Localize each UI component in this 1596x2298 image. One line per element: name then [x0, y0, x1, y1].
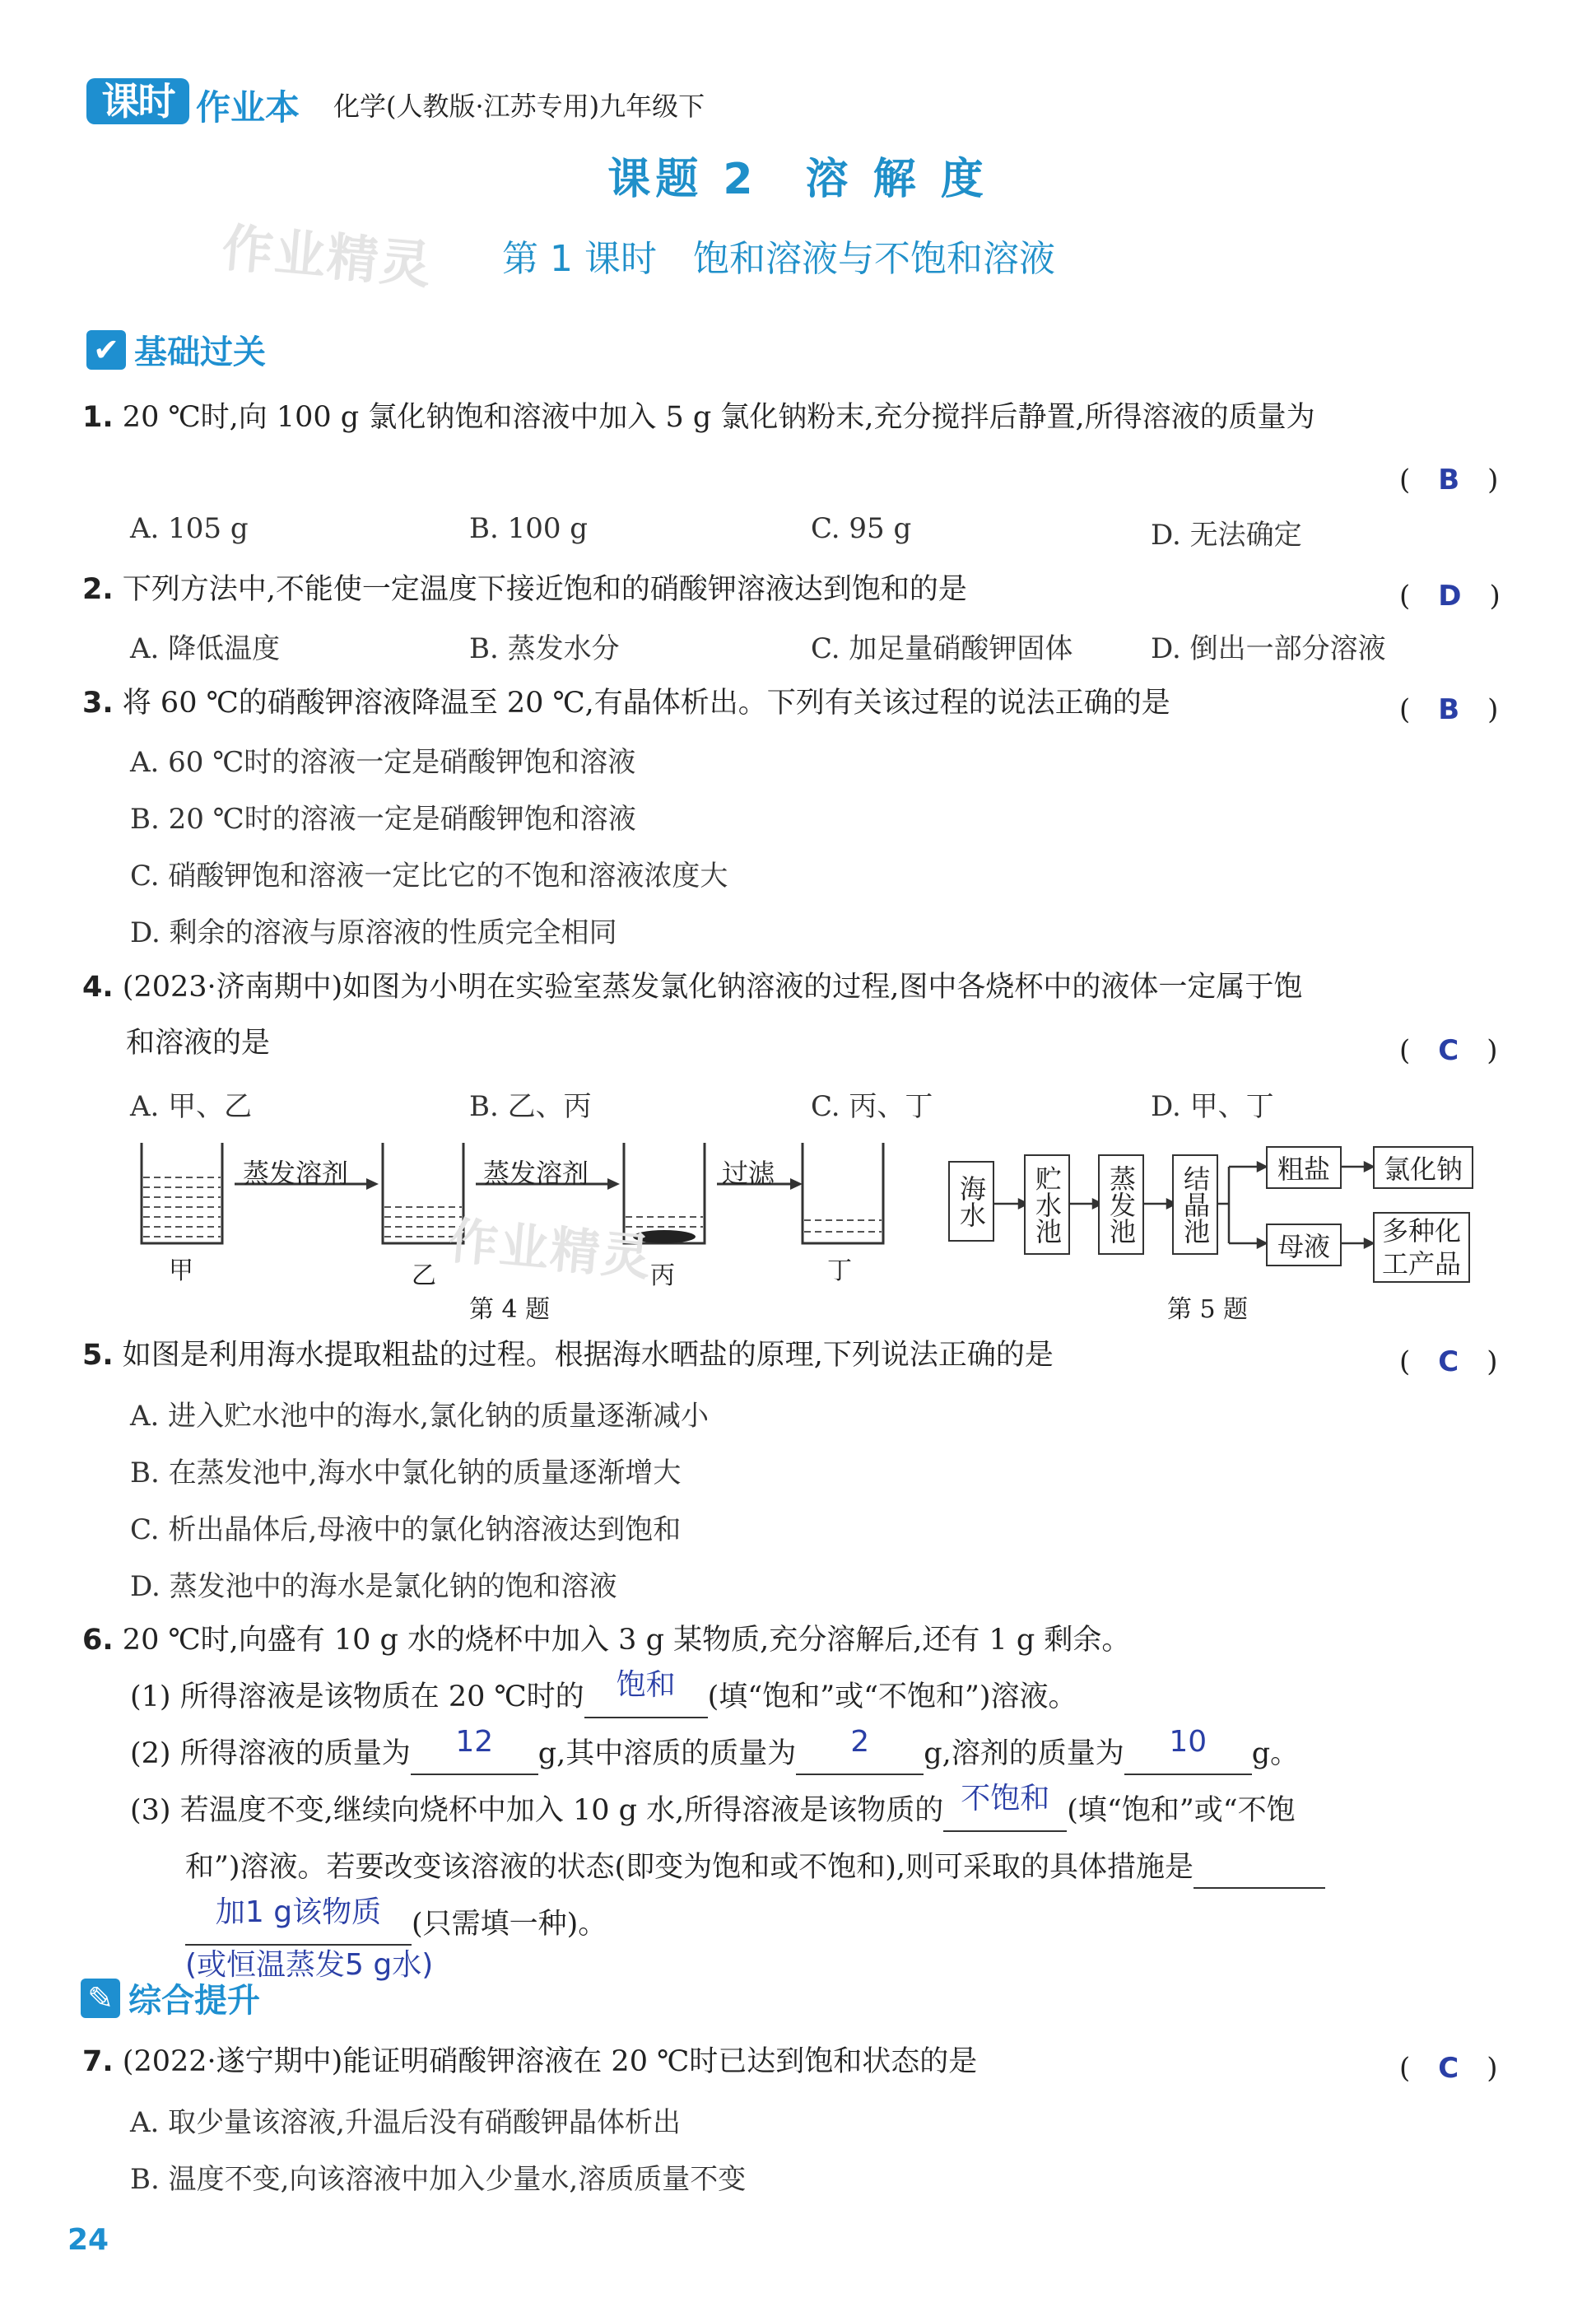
flow-box-mother-liquor: 母液: [1266, 1224, 1342, 1266]
handwritten-answer: 10: [1169, 1725, 1207, 1759]
question-5: [82, 1335, 1054, 1375]
question-4-line2: 和溶液的是: [126, 1027, 271, 1060]
answer-value: C: [1438, 1345, 1459, 1378]
option: A. 进入贮水池中的海水,氯化钠的质量逐渐减小: [130, 1400, 709, 1433]
handwritten-answer: 12: [455, 1725, 494, 1759]
question-number: 1.: [82, 401, 114, 434]
part-text: (只需填一种)。: [412, 1908, 607, 1941]
question-number: 2.: [82, 573, 114, 606]
question-number: 7.: [82, 2045, 114, 2078]
answer-3: ( B ): [1399, 693, 1499, 726]
beaker-label: 丁: [827, 1256, 852, 1285]
answer-5: ( C ): [1399, 1345, 1498, 1378]
question-text: (2022·遂宁期中)能证明硝酸钾溶液在 20 ℃时已达到饱和状态的是: [122, 2045, 978, 2078]
question-6-part-2: [130, 1725, 1300, 1775]
question-text: 将 60 ℃的硝酸钾溶液降温至 20 ℃,有晶体析出。下列有关该过程的说法正确的是: [122, 687, 1170, 720]
checkbox-icon: ✔: [86, 330, 126, 370]
part-text: 和”)溶液。若要改变该溶液的状态(即变为饱和或不饱和),则可采取的具体措施是: [185, 1851, 1194, 1884]
option: B. 在蒸发池中,海水中氯化钠的质量逐渐增大: [130, 1457, 682, 1489]
part-text: (填“饱和”或“不饱和”)溶液。: [707, 1680, 1077, 1713]
option: C. 丙、丁: [811, 1090, 933, 1123]
answer-value: B: [1438, 464, 1460, 496]
option: B. 100 g: [469, 512, 589, 545]
lesson-title: 课题 2 溶 解 度: [607, 155, 989, 204]
edit-icon: ✎: [81, 1979, 120, 2018]
beaker-label: 丙: [650, 1261, 675, 1290]
answer-value: C: [1438, 2052, 1459, 2085]
option: C. 析出晶体后,母液中的氯化钠溶液达到饱和: [130, 1513, 682, 1546]
arrow-label: 蒸发溶剂: [483, 1158, 589, 1189]
beaker-label: 乙: [412, 1261, 436, 1290]
page-number: 24: [67, 2223, 109, 2257]
part-text: (填“饱和”或“不饱: [1067, 1794, 1296, 1827]
handwritten-answer: 2: [850, 1725, 870, 1759]
option: D. 倒出一部分溶液: [1151, 632, 1386, 665]
option: D. 甲、丁: [1151, 1090, 1274, 1123]
flow-box-reservoir: 贮水池: [1024, 1154, 1070, 1255]
part-text: g。: [1251, 1737, 1300, 1770]
option: A. 取少量该溶液,升温后没有硝酸钾晶体析出: [130, 2106, 681, 2139]
arrow-head: [607, 1178, 620, 1190]
logo: 课时: [86, 78, 189, 124]
answer-4: ( C ): [1399, 1034, 1498, 1067]
section-basic-label: 基础过关: [134, 333, 266, 371]
question-1: [82, 398, 1315, 437]
handwritten-answer: 饱和: [616, 1668, 676, 1702]
book-subtitle: 化学(人教版·江苏专用)九年级下: [333, 91, 705, 122]
lesson-subtitle: 第 1 课时 饱和溶液与不饱和溶液: [502, 238, 1055, 280]
part-text: (2) 所得溶液的质量为: [130, 1737, 411, 1770]
option: A. 甲、乙: [130, 1090, 253, 1123]
option: B. 温度不变,向该溶液中加入少量水,溶质质量不变: [130, 2163, 747, 2196]
option: D. 无法确定: [1151, 519, 1302, 552]
question-6-part-3-line2: [185, 1848, 1325, 1889]
option: D. 蒸发池中的海水是氯化钠的饱和溶液: [130, 1570, 617, 1603]
option: C. 95 g: [811, 512, 912, 545]
question-7: [82, 2042, 977, 2081]
arrow-head: [790, 1178, 803, 1190]
figure-5-caption: 第 5 题: [1167, 1295, 1249, 1324]
part-text: g,其中溶质的质量为: [537, 1737, 797, 1770]
fill-blank[interactable]: [1124, 1725, 1252, 1775]
question-text: (2023·济南期中)如图为小明在实验室蒸发氯化钠溶液的过程,图中各烧杯中的液体一定属于饱: [122, 971, 1303, 1004]
handwritten-answer: 不饱和: [961, 1782, 1050, 1816]
question-2: [82, 570, 967, 609]
fill-blank[interactable]: [185, 1895, 412, 1946]
section-advanced: [81, 1974, 260, 2021]
fill-blank[interactable]: [796, 1725, 924, 1775]
question-6-part-1: [130, 1668, 1077, 1718]
part-text: g,溶剂的质量为: [924, 1737, 1124, 1770]
question-number: 3.: [82, 687, 114, 720]
option: B. 20 ℃时的溶液一定是硝酸钾饱和溶液: [130, 803, 636, 836]
question-6-part-3: [130, 1782, 1296, 1832]
watermark: 作业精灵: [445, 1212, 655, 1288]
answer-1: ( B ): [1399, 464, 1499, 496]
fill-blank[interactable]: [584, 1668, 708, 1718]
option: C. 硝酸钾饱和溶液一定比它的不饱和溶液浓度大: [130, 860, 728, 893]
figure-4-caption: 第 4 题: [469, 1295, 551, 1324]
beaker-ding: [803, 1143, 883, 1243]
handwritten-answer-alt: (或恒温蒸发5 g水): [185, 1948, 434, 1982]
answer-2: ( D ): [1399, 580, 1501, 613]
flow-box-crude-salt: 粗盐: [1266, 1146, 1342, 1189]
answer-value: D: [1438, 580, 1462, 613]
handwritten-answer: 加1 g该物质: [215, 1895, 382, 1929]
arrow-label: 过滤: [722, 1158, 775, 1189]
option: A. 105 g: [130, 512, 249, 545]
section-basic: [86, 326, 266, 373]
option: C. 加足量硝酸钾固体: [811, 632, 1073, 665]
option: B. 乙、丙: [469, 1090, 592, 1123]
answer-7: ( C ): [1399, 2052, 1498, 2085]
part-text: (1) 所得溶液是该物质在 20 ℃时的: [130, 1680, 584, 1713]
fill-blank[interactable]: [1194, 1848, 1325, 1889]
section-advanced-label: 综合提升: [128, 1982, 260, 2020]
question-6-part-3-line3: [185, 1895, 607, 1946]
beaker-jia: [142, 1143, 222, 1243]
fill-blank[interactable]: [943, 1782, 1067, 1832]
option: D. 剩余的溶液与原溶液的性质完全相同: [130, 916, 617, 949]
question-number: 6.: [82, 1624, 114, 1657]
question-text: 如图是利用海水提取粗盐的过程。根据海水晒盐的原理,下列说法正确的是: [122, 1339, 1054, 1372]
option: B. 蒸发水分: [469, 632, 620, 665]
question-text: 20 ℃时,向盛有 10 g 水的烧杯中加入 3 g 某物质,充分溶解后,还有 1 g 剩余。: [122, 1624, 1131, 1657]
flow-box-chemical-products: 多种化工产品: [1373, 1212, 1470, 1283]
question-6: [82, 1620, 1130, 1660]
fill-blank[interactable]: [411, 1725, 538, 1775]
arrow-label: 蒸发溶剂: [243, 1158, 349, 1189]
question-number: 5.: [82, 1339, 114, 1372]
flow-box-evaporation-pond: 蒸发池: [1098, 1154, 1144, 1255]
option: A. 60 ℃时的溶液一定是硝酸钾饱和溶液: [130, 746, 636, 779]
watermark: 作业精灵: [219, 217, 435, 296]
question-3: [82, 683, 1170, 723]
beaker-label: 甲: [169, 1256, 193, 1285]
question-4: [82, 967, 1302, 1007]
flow-box-seawater: 海水: [948, 1161, 994, 1242]
answer-value: B: [1438, 693, 1460, 726]
flow-box-sodium-chloride: 氯化钠: [1373, 1146, 1473, 1189]
arrow-head: [366, 1178, 379, 1190]
flow-box-crystallization-pond: 结晶池: [1172, 1154, 1218, 1255]
question-text: 20 ℃时,向 100 g 氯化钠饱和溶液中加入 5 g 氯化钠粉末,充分搅拌后静置,所得溶液的质量为: [122, 401, 1315, 434]
part-text: (3) 若温度不变,继续向烧杯中加入 10 g 水,所得溶液是该物质的: [130, 1794, 944, 1827]
book-name: 作业本: [196, 87, 300, 128]
question-text: 下列方法中,不能使一定温度下接近饱和的硝酸钾溶液达到饱和的是: [122, 573, 967, 606]
option: A. 降低温度: [130, 632, 281, 665]
question-number: 4.: [82, 971, 114, 1004]
answer-value: C: [1438, 1034, 1459, 1067]
